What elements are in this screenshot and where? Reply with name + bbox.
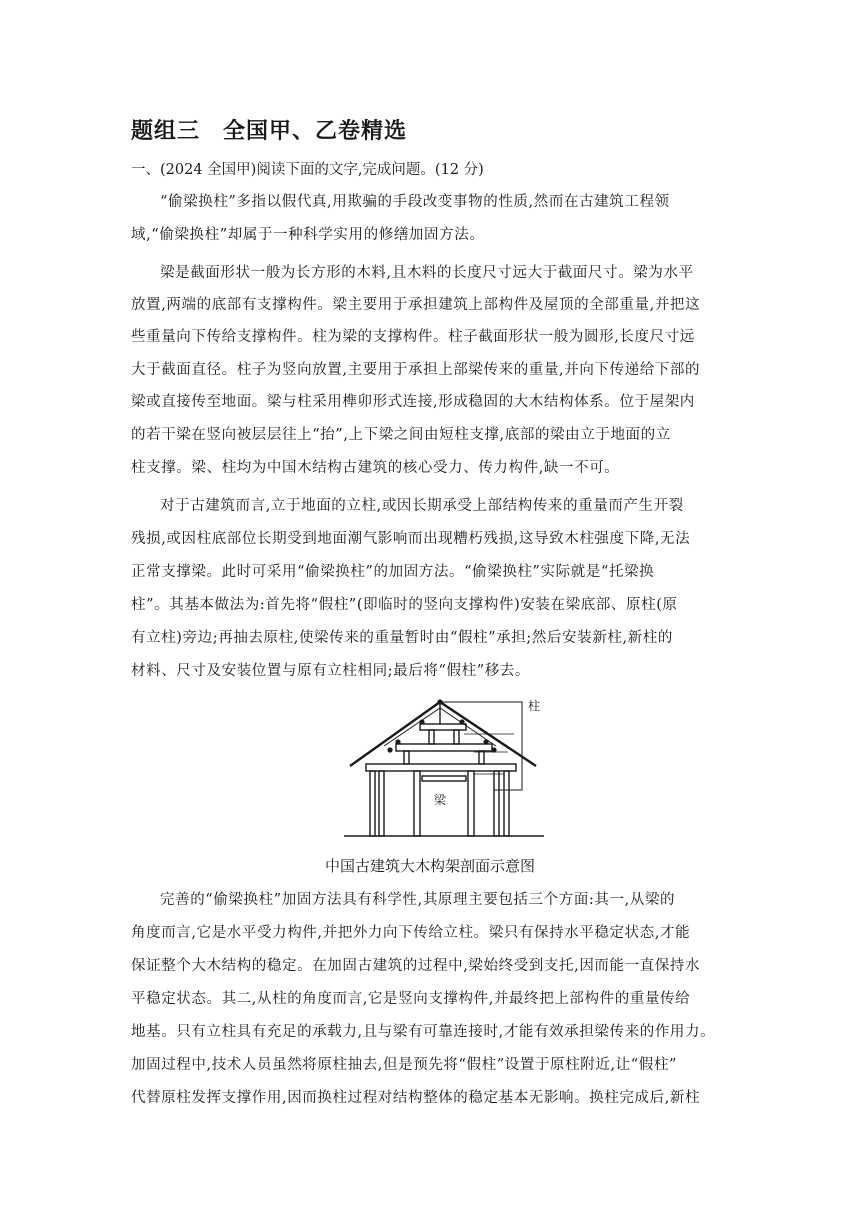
- passage-line: 代替原柱发挥支撑作用,因而换柱过程对结构整体的稳定基本无影响。换柱完成后,新柱: [131, 1090, 701, 1106]
- passage-line: 角度而言,它是水平受力构件,并把外力向下传给立柱。梁只有保持水平稳定状态,才能: [131, 925, 691, 941]
- passage-line: 对于古建筑而言,立于地面的立柱,或因长期承受上部结构传来的重量而产生开裂: [160, 498, 684, 514]
- timber-frame-diagram: [344, 694, 544, 840]
- passage-line: 的若干梁在竖向被层层往上“抬”,上下梁之间由短柱支撑,底部的梁由立于地面的立: [131, 427, 671, 443]
- passage-line: 完善的“偷梁换柱”加固方法具有科学性,其原理主要包括三个方面:其一,从梁的: [160, 892, 676, 908]
- passage-line: 加固过程中,技术人员虽然将原柱抽去,但是预先将“假柱”设置于原柱附近,让“假柱”: [131, 1057, 677, 1073]
- passage-line: 梁或直接传至地面。梁与柱采用榫卯形式连接,形成稳固的大木结构体系。位于屋架内: [131, 394, 695, 410]
- figure-caption: 中国古建筑大木构架剖面示意图: [324, 857, 535, 875]
- passage-line: 平稳定状态。其二,从柱的角度而言,它是竖向支撑构件,并最终把上部构件的重量传给: [131, 991, 691, 1007]
- passage-line: 材料、尺寸及安装位置与原有立柱相同;最后将“假柱”移去。: [131, 663, 531, 679]
- beam-label: 梁: [434, 793, 447, 807]
- passage-line: 地基。只有立柱具有充足的承载力,且与梁有可靠连接时,才能有效承担梁传来的作用力。: [131, 1024, 716, 1040]
- passage-line: 柱”。其基本做法为:首先将“假柱”(即临时的竖向支撑构件)安装在梁底部、原柱(原: [131, 597, 678, 613]
- passage-line: 域,“偷梁换柱”却属于一种科学实用的修缮加固方法。: [131, 227, 485, 243]
- passage-line: 放置,两端的底部有支撑构件。梁主要用于承担建筑上部构件及屋顶的全部重量,并把这: [131, 297, 701, 313]
- passage-line: 些重量向下传给支撑构件。柱为梁的支撑构件。柱子截面形状一般为圆形,长度尺寸远: [131, 329, 695, 345]
- passage-line: “偷梁换柱”多指以假代真,用欺骗的手段改变事物的性质,然而在古建筑工程领: [160, 194, 670, 210]
- column-label: 柱: [528, 699, 541, 713]
- question-heading: 一、(2024 全国甲)阅读下面的文字,完成问题。(12 分): [131, 162, 484, 178]
- passage-line: 梁是截面形状一般为长方形的木料,且木料的长度尺寸远大于截面尺寸。梁为水平: [160, 265, 694, 281]
- passage-line: 残损,或因柱底部位长期受到地面潮气影响而出现糟朽残损,这导致木柱强度下降,无法: [131, 531, 691, 547]
- section-title: 题组三 全国甲、乙卷精选: [131, 119, 408, 144]
- passage-line: 大于截面直径。柱子为竖向放置,主要用于承担上部梁传来的重量,并向下传递给下部的: [131, 362, 701, 378]
- passage-line: 正常支撑梁。此时可采用“偷梁换柱”的加固方法。“偷梁换柱”实际就是“托梁换: [131, 564, 655, 580]
- passage-line: 保证整个大木结构的稳定。在加固古建筑的过程中,梁始终受到支托,因而能一直保持水: [131, 958, 701, 974]
- passage-line: 柱支撑。梁、柱均为中国木结构古建筑的核心受力、传力构件,缺一不可。: [131, 460, 620, 476]
- passage-line: 有立柱)旁边;再抽去原柱,使梁传来的重量暂时由“假柱”承担;然后安装新柱,新柱的: [131, 630, 673, 646]
